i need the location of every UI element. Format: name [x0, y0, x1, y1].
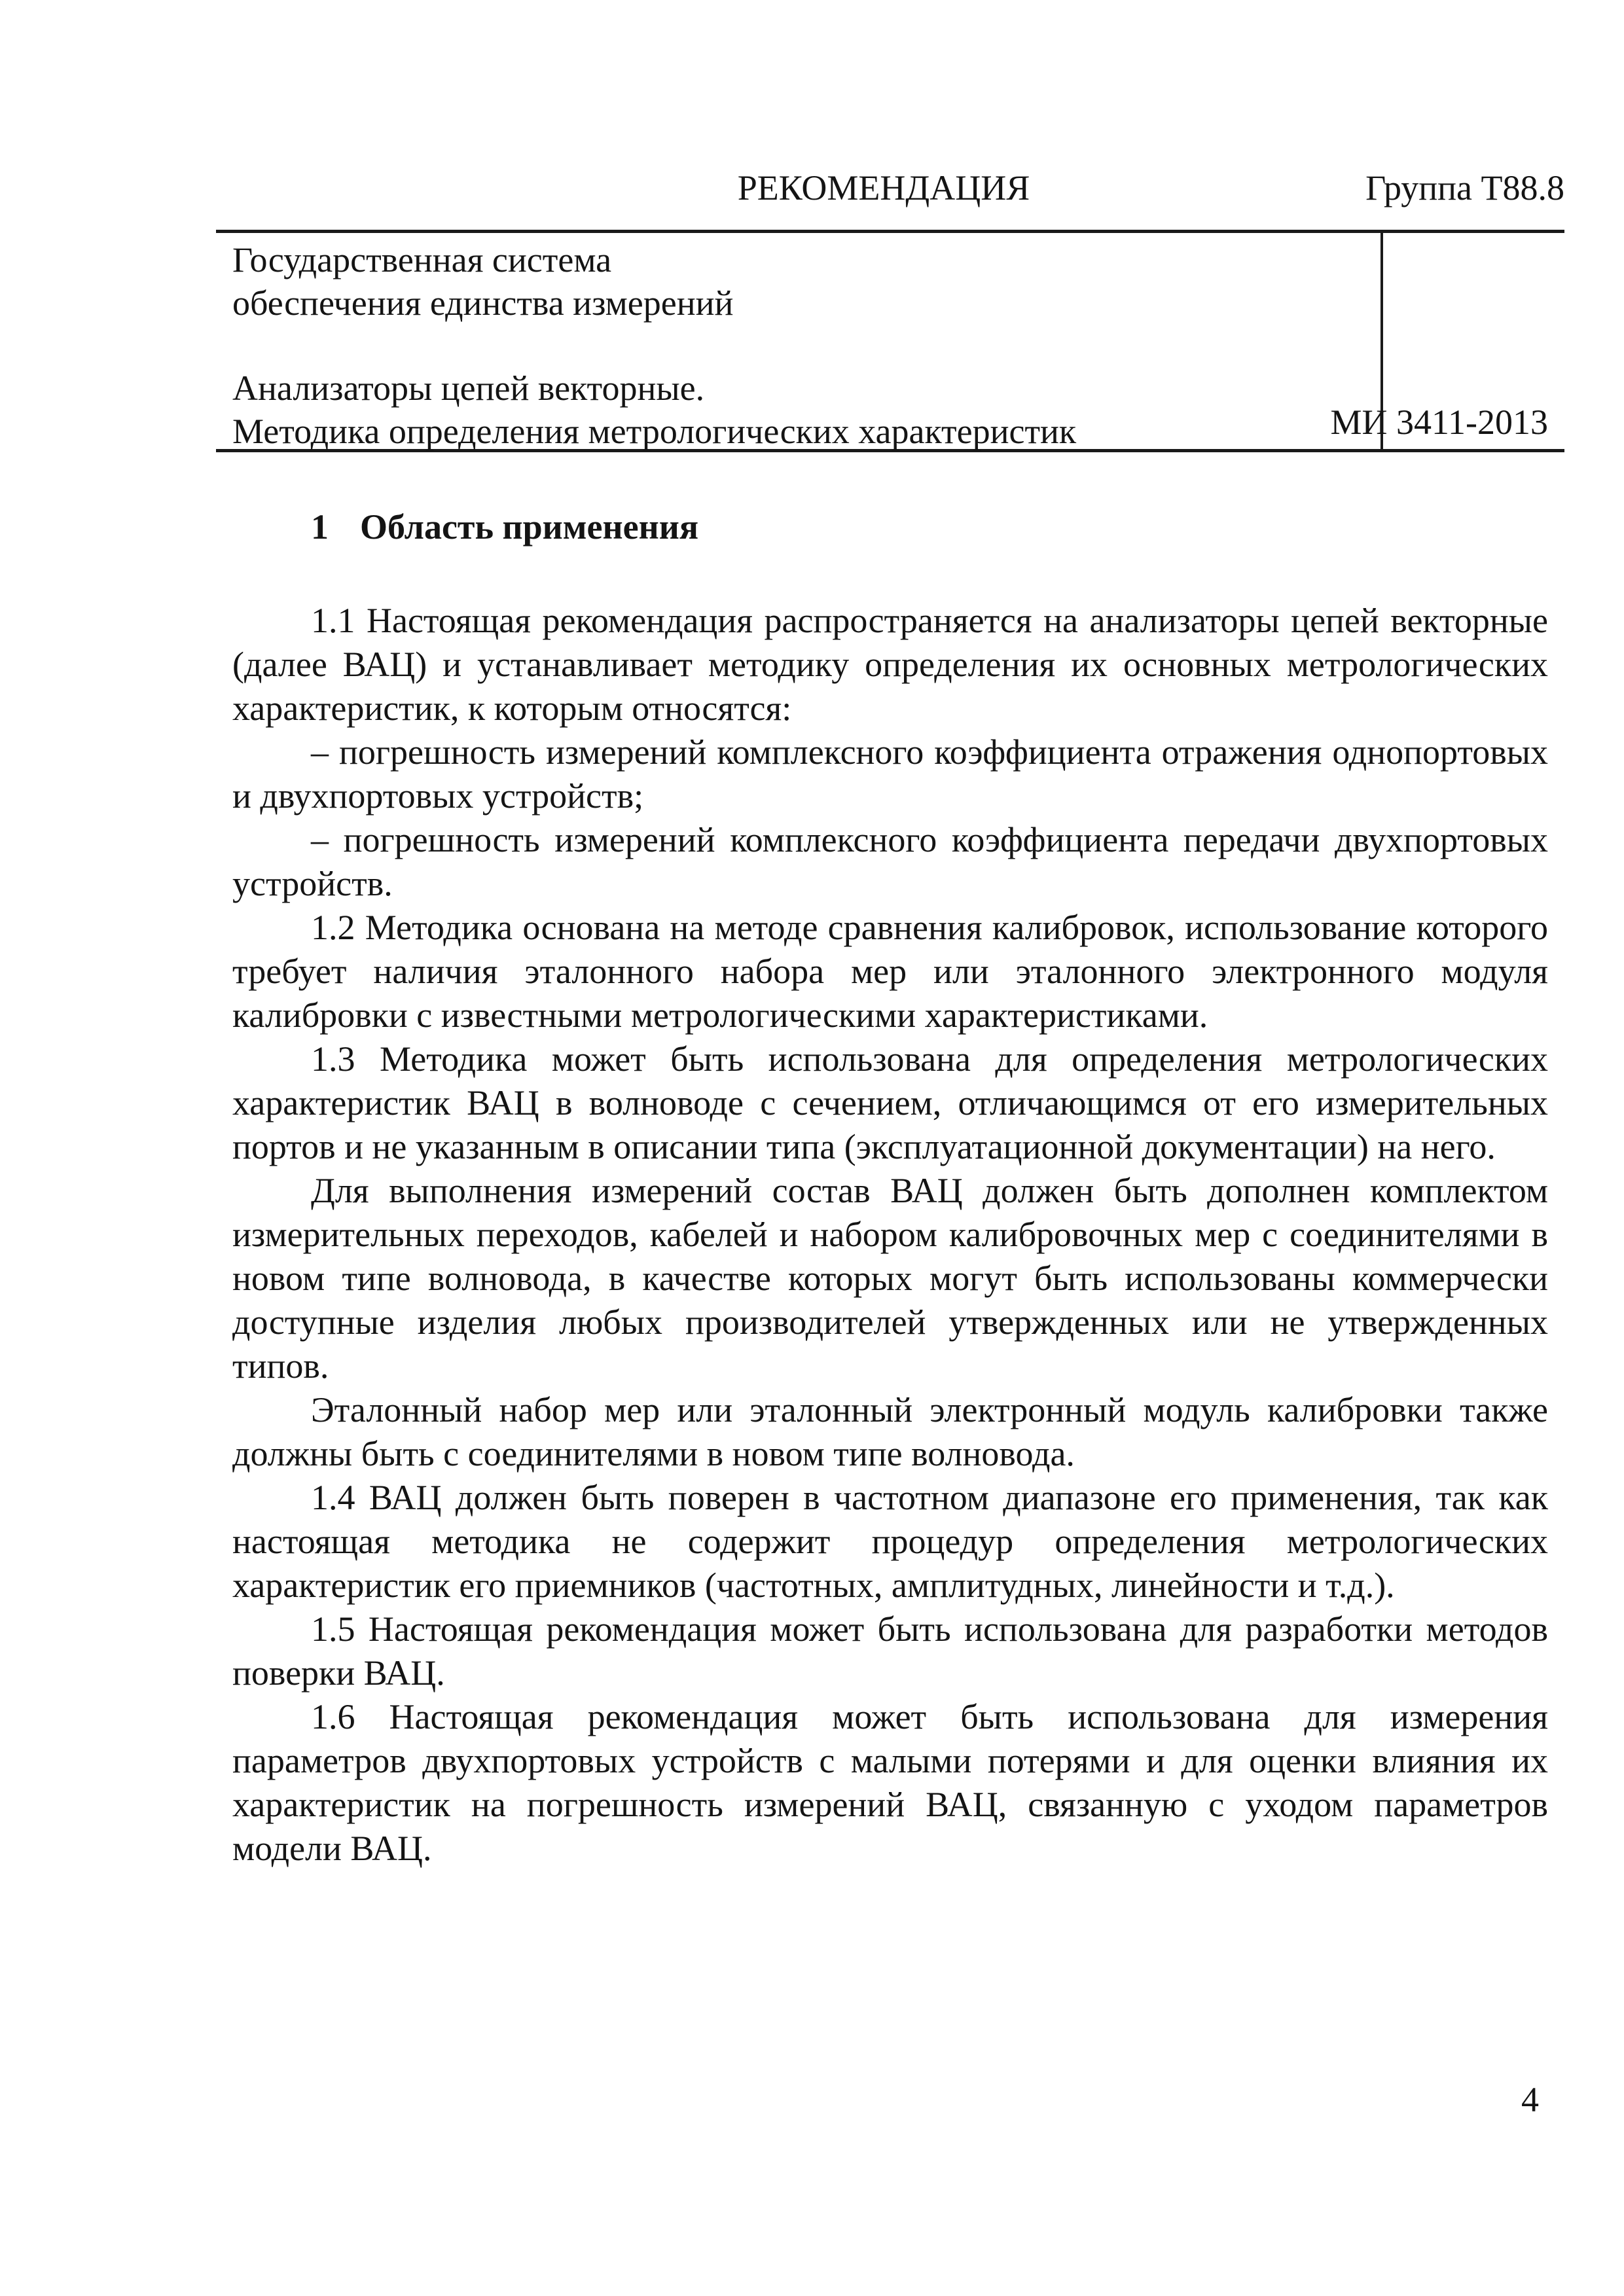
list-item-transmission-error: – погрешность измерений комплексного коэффициента передачи двухпортовых устройств. — [232, 820, 1548, 903]
paragraph-reference-set: Эталонный набор мер или эталонный электронный модуль калибровки также должны быть с соединителями в новом типе волновода. — [232, 1390, 1548, 1473]
section-number: 1 — [311, 507, 329, 547]
document-code: МИ 3411-2013 — [1330, 403, 1548, 442]
paragraph-1-2: 1.2 Методика основана на методе сравнения калибровок, использование которого требует наличия эталонного набора мер или эталонного электронного модуля калибровки с известными метрологическими характеристиками. — [232, 908, 1548, 1035]
document-kind: РЕКОМЕНДАЦИЯ — [737, 168, 1030, 207]
section-heading — [311, 505, 698, 548]
paragraph-1-1: 1.1 Настоящая рекомендация распространяется на анализаторы цепей векторные (далее ВАЦ) и устанавливает методику определения их основных метрологических характеристик, к которым относятся: — [232, 601, 1548, 728]
document-title-line2: Методика определения метрологических характеристик — [232, 412, 1077, 451]
page-number: 4 — [1521, 2080, 1539, 2119]
document-header-top — [216, 167, 1564, 230]
header-table — [216, 230, 1564, 452]
paragraph-measurement-composition: Для выполнения измерений состав ВАЦ должен быть дополнен комплектом измерительных переходов, кабелей и набором калибровочных мер с соединителями в новом типе волновода, в качестве которых могут быть использованы коммерчески доступные изделия любых производителей утвержденных или не утвержденных типов. — [232, 1171, 1548, 1386]
system-name-line2: обеспечения единства измерений — [232, 283, 734, 323]
paragraph-1-5: 1.5 Настоящая рекомендация может быть использована для разработки методов поверки ВАЦ. — [232, 1609, 1548, 1693]
section-body — [232, 599, 1548, 1871]
paragraph-1-4: 1.4 ВАЦ должен быть поверен в частотном диапазоне его применения, так как настоящая методика не содержит процедур определения метрологических характеристик его приемников (частотных, амплитудных, линейности и т.д.). — [232, 1478, 1548, 1605]
paragraph-1-6: 1.6 Настоящая рекомендация может быть использована для измерения параметров двухпортовых устройств с малыми потерями и для оценки влияния их характеристик на погрешность измерений ВАЦ, связанную с уходом параметров модели ВАЦ. — [232, 1697, 1548, 1868]
paragraph-1-3: 1.3 Методика может быть использована для определения метрологических характеристик ВАЦ в волноводе с сечением, отличающимся от его измерительных портов и не указанным в описании типа (эксплуатационной документации) на него. — [232, 1039, 1548, 1166]
section-title: Область применения — [360, 507, 699, 547]
list-item-reflection-error: – погрешность измерений комплексного коэффициента отражения однопортовых и двухпортовых устройств; — [232, 732, 1548, 816]
classification-group: Группа Т88.8 — [1365, 168, 1564, 207]
document-title-line1: Анализаторы цепей векторные. — [232, 368, 705, 408]
system-name-line1: Государственная система — [232, 240, 612, 279]
header-title-block — [232, 238, 1365, 453]
